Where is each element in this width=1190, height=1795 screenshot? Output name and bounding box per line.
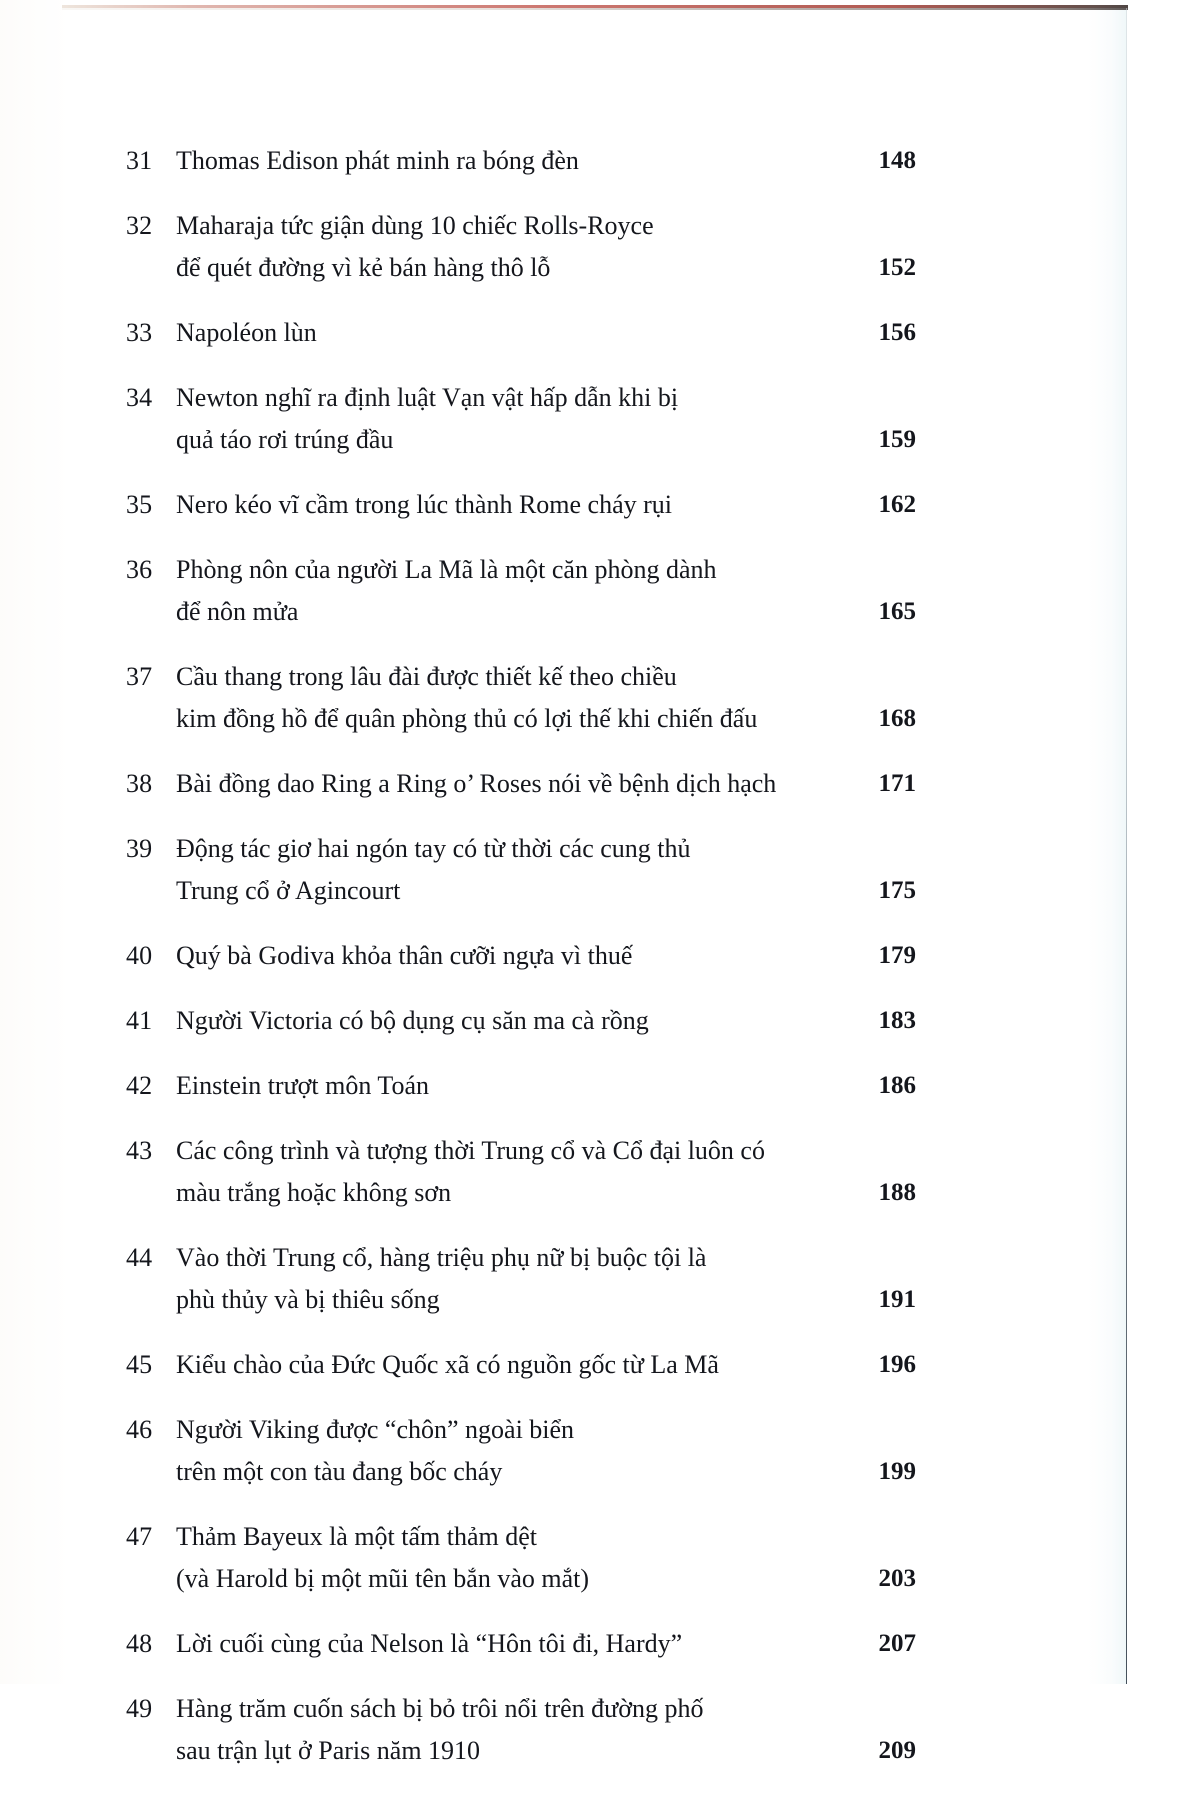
toc-entry-title [176,484,842,526]
toc-entry-title [176,1688,842,1772]
toc-entry-title [176,1516,842,1600]
toc-entry-number: 36 [126,555,153,584]
toc-entry-number: 46 [126,1415,153,1444]
toc-entry-page-column [842,1237,916,1321]
toc-entry-number: 37 [126,662,153,691]
toc-entry-body [176,935,916,977]
toc-entry-page-number[interactable]: 156 [878,319,916,346]
toc-entry-title-line: Thảm Bayeux là một tấm thảm dệt [176,1522,538,1551]
table-of-contents-list [126,140,916,1795]
toc-entry-title [176,140,842,182]
toc-entry-title-line: Lời cuối cùng của Nelson là “Hôn tôi đi, Hardy” [176,1629,683,1658]
toc-entry[interactable] [126,763,916,805]
toc-entry-page-column [842,828,916,912]
toc-entry-title-line: Nero kéo vĩ cầm trong lúc thành Rome cháy rụi [176,490,673,519]
toc-entry-number: 48 [126,1629,153,1658]
toc-entry-page-number[interactable]: 196 [878,1351,916,1378]
toc-entry-body [176,205,916,289]
page-top-edge-shadow [62,8,1128,10]
toc-entry[interactable] [126,656,916,740]
toc-entry-page-column [842,549,916,633]
toc-entry-page-number[interactable]: 179 [878,942,916,969]
toc-entry-title [176,1130,842,1214]
toc-entry-title-line: Hàng trăm cuốn sách bị bỏ trôi nổi trên đường phố [176,1694,704,1723]
toc-entry-title-line: Vào thời Trung cổ, hàng triệu phụ nữ bị buộc tội là [176,1243,707,1272]
toc-entry-page-number[interactable]: 148 [878,147,916,174]
toc-entry-page-column [842,1409,916,1493]
toc-entry-body [176,1065,916,1107]
toc-entry-title-line: Người Victoria có bộ dụng cụ săn ma cà rồng [176,1006,649,1035]
toc-entry-number: 40 [126,941,153,970]
toc-entry-number: 32 [126,211,153,240]
toc-entry-body [176,656,916,740]
toc-entry[interactable] [126,1516,916,1600]
toc-entry-page-number[interactable]: 207 [878,1630,916,1657]
toc-entry[interactable] [126,1237,916,1321]
toc-entry[interactable] [126,484,916,526]
toc-entry-title-line: (và Harold bị một mũi tên bắn vào mắt) [176,1564,590,1593]
toc-entry-title [176,312,842,354]
toc-entry-title-line: sau trận lụt ở Paris năm 1910 [176,1736,481,1765]
toc-entry-body [176,312,916,354]
toc-entry-body [176,1130,916,1214]
toc-entry-title-line: kim đồng hồ để quân phòng thủ có lợi thế khi chiến đấu [176,704,758,733]
toc-entry-title [176,763,842,805]
toc-entry-title-line: màu trắng hoặc không sơn [176,1178,452,1207]
toc-entry-title-line: Einstein trượt môn Toán [176,1071,430,1100]
toc-entry-body [176,1409,916,1493]
toc-entry-page-number[interactable]: 165 [878,598,916,625]
toc-entry-page-column [842,656,916,740]
toc-entry-number: 38 [126,769,153,798]
toc-entry-title-line: Quý bà Godiva khỏa thân cưỡi ngựa vì thuế [176,941,633,970]
toc-entry[interactable] [126,1623,916,1665]
toc-entry-title [176,1344,842,1386]
toc-entry[interactable] [126,828,916,912]
page-right-edge-tint [1088,8,1127,1684]
toc-entry-page-column [842,312,916,354]
toc-entry-title-line: để nôn mửa [176,597,299,626]
toc-entry-page-column [842,377,916,461]
toc-entry-title-line: Trung cổ ở Agincourt [176,876,401,905]
toc-entry-title-line: để quét đường vì kẻ bán hàng thô lỗ [176,253,551,282]
toc-entry-page-column [842,484,916,526]
toc-entry-title-line: Maharaja tức giận dùng 10 chiếc Rolls-Royce [176,211,654,240]
toc-entry-title-line: Bài đồng dao Ring a Ring o’ Roses nói về bệnh dịch hạch [176,769,777,798]
toc-entry-number: 41 [126,1006,153,1035]
toc-entry-page-number[interactable]: 175 [878,877,916,904]
toc-entry-page-column [842,935,916,977]
toc-entry[interactable] [126,1344,916,1386]
toc-entry-page-number[interactable]: 191 [878,1286,916,1313]
toc-entry-body [176,140,916,182]
toc-entry-page-column [842,1344,916,1386]
toc-entry[interactable] [126,549,916,633]
toc-entry-page-number[interactable]: 203 [878,1565,916,1592]
toc-entry-title [176,828,842,912]
toc-entry-body [176,1688,916,1772]
toc-entry-title [176,1623,842,1665]
toc-entry-page-column [842,1130,916,1214]
toc-entry-page-column [842,1623,916,1665]
toc-entry-page-number[interactable]: 168 [878,705,916,732]
toc-entry-body [176,484,916,526]
toc-entry-title [176,377,842,461]
toc-entry-title [176,656,842,740]
toc-entry-body [176,1000,916,1042]
toc-entry[interactable] [126,205,916,289]
toc-entry-body [176,763,916,805]
toc-entry-title [176,205,842,289]
toc-entry-page-number[interactable]: 209 [878,1737,916,1764]
toc-entry-page-number[interactable]: 152 [878,254,916,281]
toc-entry[interactable] [126,1000,916,1042]
toc-entry-title-line: Người Viking được “chôn” ngoài biển [176,1415,575,1444]
toc-entry-body [176,1516,916,1600]
page-right-edge-line [1126,8,1127,1684]
toc-entry-page-column [842,1688,916,1772]
toc-entry-number: 49 [126,1694,153,1723]
toc-entry-body [176,549,916,633]
toc-entry[interactable] [126,1130,916,1214]
toc-entry[interactable] [126,377,916,461]
toc-entry-number: 31 [126,146,153,175]
toc-entry-body [176,377,916,461]
page-left-edge-tint [0,0,70,1684]
toc-entry-page-number[interactable]: 159 [878,426,916,453]
toc-entry-title-line: Kiểu chào của Đức Quốc xã có nguồn gốc từ La Mã [176,1350,719,1379]
toc-entry-page-number[interactable]: 171 [878,770,916,797]
toc-entry-number: 33 [126,318,153,347]
toc-entry-title-line: phù thủy và bị thiêu sống [176,1285,440,1314]
toc-entry[interactable] [126,140,916,182]
toc-entry-title-line: Napoléon lùn [176,318,317,347]
toc-entry-title-line: Phòng nôn của người La Mã là một căn phòng dành [176,555,717,584]
toc-entry-page-number[interactable]: 183 [878,1007,916,1034]
toc-entry[interactable] [126,1688,916,1772]
toc-entry[interactable] [126,1409,916,1493]
toc-entry-page-column [842,1000,916,1042]
toc-entry-number: 39 [126,834,153,863]
toc-entry-page-number[interactable]: 188 [878,1179,916,1206]
toc-entry-page-number[interactable]: 199 [878,1458,916,1485]
toc-entry[interactable] [126,1065,916,1107]
toc-entry-title-line: trên một con tàu đang bốc cháy [176,1457,503,1486]
toc-entry-number: 35 [126,490,153,519]
toc-entry-number: 34 [126,383,153,412]
toc-entry-title [176,549,842,633]
toc-entry-page-column [842,1065,916,1107]
toc-entry-number: 44 [126,1243,153,1272]
toc-entry-title [176,935,842,977]
toc-entry-title-line: Động tác giơ hai ngón tay có từ thời các cung thủ [176,834,691,863]
toc-entry-page-column [842,205,916,289]
toc-entry-title-line: Thomas Edison phát minh ra bóng đèn [176,146,579,175]
toc-entry-body [176,1623,916,1665]
toc-entry-title [176,1237,842,1321]
toc-entry-page-number[interactable]: 186 [878,1072,916,1099]
toc-entry-page-number[interactable]: 162 [878,491,916,518]
toc-entry-title [176,1000,842,1042]
toc-entry-page-column [842,1516,916,1600]
toc-entry-body [176,1344,916,1386]
toc-entry-body [176,828,916,912]
toc-entry-body [176,1237,916,1321]
toc-entry-title-line: Các công trình và tượng thời Trung cổ và Cổ đại luôn có [176,1136,765,1165]
toc-entry-title [176,1409,842,1493]
toc-entry-title-line: quả táo rơi trúng đầu [176,425,394,454]
toc-entry-title [176,1065,842,1107]
toc-entry-number: 42 [126,1071,153,1100]
toc-entry-number: 45 [126,1350,153,1379]
toc-entry[interactable] [126,935,916,977]
toc-entry-number: 43 [126,1136,153,1165]
toc-entry-title-line: Cầu thang trong lâu đài được thiết kế theo chiều [176,662,677,691]
toc-entry[interactable] [126,312,916,354]
toc-entry-page-column [842,763,916,805]
toc-entry-number: 47 [126,1522,153,1551]
toc-entry-title-line: Newton nghĩ ra định luật Vạn vật hấp dẫn khi bị [176,383,679,412]
toc-entry-page-column [842,140,916,182]
